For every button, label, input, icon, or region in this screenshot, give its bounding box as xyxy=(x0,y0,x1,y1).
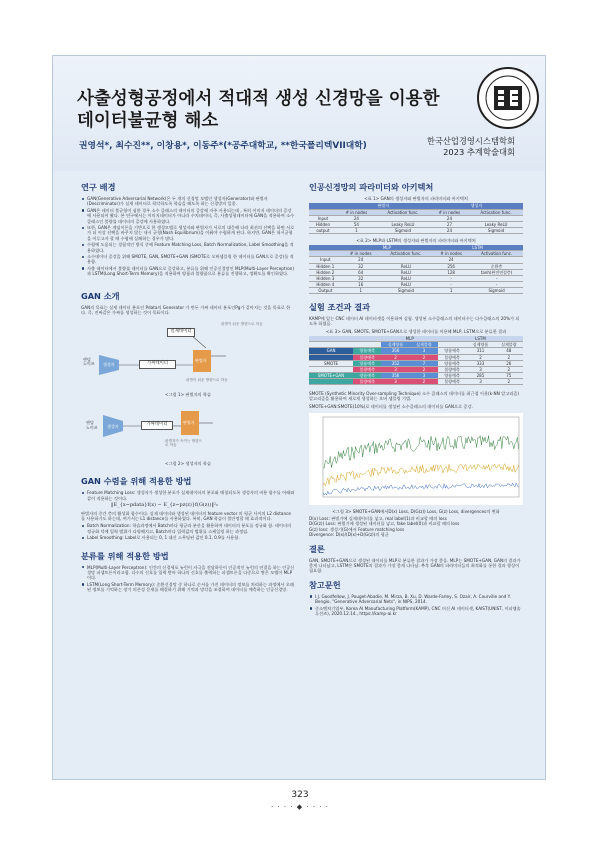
table-1-cell: 1 xyxy=(337,227,376,233)
classification-item: LSTM(Long Short-Term Memory): 순환신경망 중 하나로 순서를 가진 데이터의 정보를 처리하는 과정에서 오래된 정보를 기억하는 장기 의존성 문제를 해결하기 위해 기억과 망각을 조절하여 데이터를 예측하는 인공신경망. xyxy=(81,582,295,593)
fig2-noise-label: 랜덤 노이즈 xyxy=(86,419,98,430)
conference-event: 2023 추계학술대회 xyxy=(443,147,515,157)
table-2-cell: 1 xyxy=(432,287,470,293)
table-1-subhead: Activation func. xyxy=(469,209,523,215)
table-3-cell: 불량예측 xyxy=(353,354,381,360)
fig1-fake-data: 가짜데이터 xyxy=(139,360,176,369)
figure-3-notes xyxy=(309,516,523,538)
section-title-background: 연구 배경 xyxy=(81,182,116,192)
convergence-item: 판별자의 중간 층의 활성화 함수이다. 실제 데이터와 생성된 데이터의 feature vector 의 평균 사이의 L2 distance를 사용하기도 하는데, 여기서는 L1 distance를 사용하였다. 특히, GAN 학습이 불안정할 때 효과적이다. xyxy=(81,510,291,521)
table-3-cell: 양품예측 xyxy=(353,360,381,366)
table-1-subhead: Activation func. xyxy=(376,209,430,215)
title-line-1: 사출성형공정에서 적대적 생성 신경망을 이용한 xyxy=(77,89,440,109)
table-1-cell: 27 xyxy=(430,221,469,227)
table-3-cell: 2 xyxy=(410,354,438,360)
fig1-real-data: 실제데이터 xyxy=(167,328,195,337)
background-item: GAN은 데이터 불균형이 심한 경우 소수 클래스의 데이터의 증강에 자주 사용되는데 , 특히 이미지 데이터의 증강에 사용되어 왔다. 본 연구에서는 이미지데이터가 아니라 수치데이터, 즉, 사출성형데이터에 GAN을 적용하여 소수 클래스인 불량률 데이터의 증강에 사용하였다. xyxy=(81,208,295,224)
poster-title xyxy=(77,88,439,132)
table-3-subhead: 실제불량 xyxy=(410,342,438,348)
table-3-head: LSTM xyxy=(438,336,523,342)
author-list: 권영석*, 최수진**, 이창용*, 이동주*(*공주대학교, **한국폴리텍VII대학) xyxy=(79,141,367,151)
table-3-cell: GAN xyxy=(309,348,353,354)
smote-gan-text: SMOTE+GAN:SMOTE(10%)로 데이터를 생성된 소수클래스의 데이터를 GAN으로 증강. xyxy=(309,403,473,409)
table-3-cell: 2 xyxy=(466,354,494,360)
table-3-subhead: 실제양품 xyxy=(381,342,409,348)
background-item: 또한, GAN은 게임이론을 기반으로 한 생성모델로 생성자와 판별자가 서로의 대응해 다라 최선의 선택을 하면 서로가 더 이상 선택을 바꾸지 않는 내시 균형(Nash Equilibrium)을 이뤄야 수렴하게 된다. 하지만, GAN은 내시균형을 이루고자 할 때 수렴에 실패하는 경우가 많다. xyxy=(81,225,295,241)
table-3 xyxy=(309,336,523,385)
classification-item: MLP(Multi-Layer Perceptron): 인간의 신경세포 뉴런이 자극을 전달하듯이 인공적인 뉴런의 연결을 하는 인공신경망 퍼셉트론이라고함. 다수의 신호를 입력 받아 하나의 신호를 출력하는 퍼셉트론을 다중으로 쌓은 모델이 MLP 이다. xyxy=(81,565,295,581)
figure-3-note: Divergence: D(x)/(D(x)+D(G(z))의 평균 xyxy=(309,532,389,538)
table-2-cell: ReLU xyxy=(380,263,432,269)
figure-2-arrows xyxy=(81,403,295,459)
table-3-cell: 2 xyxy=(410,378,438,384)
table-2-cell: 1 xyxy=(342,287,380,293)
section-title-experiment: 실험 조건과 결과 xyxy=(309,302,371,313)
table-1-head: 판별자 xyxy=(337,203,430,209)
fig2-fake-data: 가짜데이터 xyxy=(141,421,173,430)
reference-item: 중소벤처기업부, Korea AI Manufacturing Platform(KAMP), CNC 머신 AI 데이터셋, KAIST(UNIST, 이피엠솔루션즈), 2020.12.14., https://kamp-ai.kr xyxy=(309,606,523,617)
table-3-cell: 3 xyxy=(466,366,494,372)
fig1-discriminator-label: 판별자 xyxy=(195,357,207,363)
section-title-gan-intro: GAN 소개 xyxy=(81,290,120,301)
table-2-cell: ReLU xyxy=(380,275,432,281)
conclusion-text: GAN, SMOTE+GAN으로 생성된 데이터를 MLP로 분류한 결과가 가장 좋음. MLP는 SMOTE+GAN, GAN의 결과가 좋게 나타났고, LSTM은 SMOTE의 결과가 가장 좋게 나타남. 추후 GAN의 파라미터들의 최적화를 통한 결과 향상이 필요함. xyxy=(309,557,521,574)
table-3-cell: 333 xyxy=(466,360,494,366)
table-2-cell: ReLU xyxy=(380,269,432,275)
table-1-row xyxy=(309,227,523,233)
table-2-head: LSTM xyxy=(432,245,523,251)
table-3-cell: 3 xyxy=(466,378,494,384)
convergence-item: Feature Matching Loss: 생성자가 생성한 분포가 실제데이터의 분포와 매칭되도록 생성자의 비용 함수를 아래와 같이 적용하는 것이다. xyxy=(81,490,295,501)
table-2-cell: Sigmoid xyxy=(470,287,523,293)
table-3-cell: 3 xyxy=(410,348,438,354)
background-list xyxy=(81,196,295,277)
table-3-cell: 불량예측 xyxy=(438,378,466,384)
fig1-top-note: 판별이 쉬운 방향으로 학습 xyxy=(221,321,263,326)
section-title-architecture: 인공신경망의 파라미터와 아키텍처 xyxy=(309,182,434,192)
table-1 xyxy=(309,203,523,233)
background-item: GAN(Generative Adversarial Network)은 두 개의 신경망 모델인 생성자(Generator)와 판별자(Descriminator)가 실제 데이터로 착각하도록 학습을 해도록 하는 신경망의 일종. xyxy=(81,196,295,207)
table-3-cell: 양품예측 xyxy=(353,348,381,354)
table-1-cell: Leaky ReLU xyxy=(376,221,430,227)
table-1-cell: 24 xyxy=(430,227,469,233)
table-2-subhead: # in nodes xyxy=(342,251,380,257)
poster xyxy=(52,55,546,780)
page-number: 323 xyxy=(291,790,309,800)
table-2-cell: - xyxy=(470,281,523,287)
figure-3-caption: <그림 3> SMOTE+GAN에서D(x) Loss, D(G(z)) Loss, G(z) Loss, divergences의 변화 xyxy=(332,508,500,514)
table-2-cell: Output xyxy=(309,287,342,293)
section-title-convergence: GAN 수렴을 위해 적용한 방법 xyxy=(81,476,192,487)
table-3-cell: 양품예측 xyxy=(438,372,466,378)
table-3-cell xyxy=(309,378,353,384)
table-2-cell: 24 xyxy=(342,257,380,263)
table-3-cell: 2 xyxy=(495,354,523,360)
experiment-text: KAMP에 있는 CNC 데이터 AI 데이터셋을 이용하여 실험. 생성된 소수클래스의 데이터수는 다수클래스의 20%가 되도록 하였음. xyxy=(309,316,520,327)
conference-society: 한국산업경영시스템학회 xyxy=(426,136,515,146)
table-3-cell: 양품예측 xyxy=(438,360,466,366)
table-3-cell: 352 xyxy=(381,360,409,366)
table-2-caption: <표 2> MLP와 LSTM의 생성자와 판별자의 파라미터와 아키텍처 xyxy=(356,237,476,243)
table-2-cell: 16 xyxy=(342,281,380,287)
table-2-cell: Input xyxy=(309,257,342,263)
table-1-cell: Sigmoid xyxy=(376,227,430,233)
table-2-head: MLP xyxy=(342,245,432,251)
table-1-cell: Leaky ReLU xyxy=(469,221,523,227)
smote-text: SMOTE (Synthetic Minority Over-sampling Technique) 소수 클래스의 데이터를 최근접 이웃(k-NN 알고리즘) 알고리즘을 활용하여 새로게 생성하는 오버 샘플링 기법. xyxy=(309,391,519,402)
table-2-cell: 32 xyxy=(342,275,380,281)
table-2 xyxy=(309,245,523,294)
table-2-cell: tanh(완전연결층) xyxy=(470,269,523,275)
left-column xyxy=(81,182,295,594)
fig2-note: 판별자가 속이는 방향으로 학습 xyxy=(165,438,202,448)
table-3-cell: 2 xyxy=(495,378,523,384)
table-1-cell: Hidden xyxy=(309,221,337,227)
conference-name xyxy=(427,136,515,158)
table-3-head: MLP xyxy=(381,336,438,342)
feature-matching-formula: ‖E_{x~pdata}f(x) − E_{z~pz(z)}f(G(z))‖²₂ xyxy=(111,502,218,509)
figure-2-generator-training xyxy=(81,403,295,459)
table-2-cell: 순환층 xyxy=(470,263,523,269)
table-2-cell: Hidden 1 xyxy=(309,263,342,269)
table-1-caption: <표 1> GAN의 생성자와 판별자의 파라미터와 아키텍처 xyxy=(364,196,468,201)
table-2-subhead: Activation func. xyxy=(380,251,432,257)
background-item: 소수데이터 증강을 위해 SMOTE, GAN, SMOTE+GAN (SMOTE로 오버샘플링 한 데이터를 GAN으로 증강)를 적용함. xyxy=(81,254,295,265)
table-2-cell: 24 xyxy=(432,257,470,263)
fig1-generator-label: 생성자 xyxy=(103,361,115,367)
table-3-cell: 356 xyxy=(381,348,409,354)
table-3-cell: 48 xyxy=(495,348,523,354)
table-3-cell: 불량예측 xyxy=(438,366,466,372)
table-1-cell: 24 xyxy=(430,215,469,221)
table-2-cell: 64 xyxy=(342,269,380,275)
table-2-cell: Sigmoid xyxy=(380,287,432,293)
poster-header xyxy=(53,56,545,171)
fig2-discriminator-label: 판별자 xyxy=(183,419,195,425)
table-3-subhead: 실제불량 xyxy=(495,342,523,348)
table-3-cell: 26 xyxy=(495,360,523,366)
table-3-cell: 불량예측 xyxy=(353,378,381,384)
table-3-cell: 3 xyxy=(381,378,409,384)
table-3-cell: 3 xyxy=(381,366,409,372)
table-3-cell: SMOTE xyxy=(309,360,353,366)
figure-3-note: D(G(z)) Loss: 판별기에 생성된 데이터를 넣고, fake label(0)과 비교할 때의 loss xyxy=(309,521,460,527)
gan-intro-text: GAN의 목표는 실제 데이터 분포인 Pdata의 Generator 가 만든 가짜 데이터 분포인Pg가 같아지는 것을 목표로 한다. 즉, 진짜같은 가짜를 생성하는 것이 목표이다. xyxy=(81,304,291,316)
table-1-cell: 54 xyxy=(337,221,376,227)
table-3-cell: SMOTE+GAN xyxy=(309,372,353,378)
table-1-cell: Input xyxy=(309,215,337,221)
table-3-cell: 356 xyxy=(381,372,409,378)
table-1-body xyxy=(309,215,523,233)
table-3-cell: 75 xyxy=(495,372,523,378)
figure-3-note: D(x) Loss: 판별기에 실제데이터를 넣고, real label(1)과 비교할 때의 loss xyxy=(309,516,447,522)
table-1-subhead: # in nodes xyxy=(337,209,376,215)
table-2-cell: ReLU xyxy=(380,281,432,287)
convergence-item: Batch Normalization: 학습과정에서 Batch마다 평균과 분산을 활용하여 데이터의 분포를 정규화 함. 데이터의 정규화 덕에 입력 범위가 다양해지고, Batch마다 입력값의 범위를 스케일링 하는 과정임. xyxy=(81,523,295,534)
table-1-subhead: # in nodes xyxy=(430,209,469,215)
background-item: 사출 데이터에서 불량률 데이터를 GAN으로 증강하고, 분류를 위해 인공신경망인 MLP(Multi-Layer Perceptron)과 LSTM(Long Short-Term Memory)을 적용하여 양품과 불량품으로 분류를 진행하고, 정확도를 확인하였다. xyxy=(81,266,295,277)
fig1-noise-label: 랜덤 노이즈 xyxy=(83,356,95,367)
table-2-cell: - xyxy=(432,281,470,287)
table-2-cell: Hidden 3 xyxy=(309,275,342,281)
table-2-body xyxy=(309,257,523,294)
figure-1-caption: <그림 1> 판별자의 학습 xyxy=(164,391,212,397)
table-1-cell: 24 xyxy=(337,215,376,221)
university-seal-logo xyxy=(476,66,540,130)
table-3-subhead: 실제양품 xyxy=(466,342,494,348)
section-title-classification: 분류를 위해 적용한 방법 xyxy=(81,550,169,561)
right-column xyxy=(309,182,523,618)
table-3-cell: 2 xyxy=(495,366,523,372)
figure-1-discriminator-training xyxy=(81,320,295,390)
table-3-cell: 311 xyxy=(466,348,494,354)
table-3-caption: <표 3> GAN, SMOTE, SMOTE+GAN으로 생성한 데이터를 이용해 MLP, LSTM으로 분류한 결과 xyxy=(325,328,507,334)
section-title-references: 참고문헌 xyxy=(309,579,341,590)
table-1-cell: Sigmoid xyxy=(469,227,523,233)
table-3-cell: 7 xyxy=(410,360,438,366)
table-2-cell: Hidden 2 xyxy=(309,269,342,275)
table-1-cell: output xyxy=(309,227,337,233)
fig1-bottom-note: 판별이 쉬운 방향으로 학습 xyxy=(186,377,228,382)
page-ornament: · · · · ◆ · · · · xyxy=(271,803,329,811)
table-3-cell: 2 xyxy=(381,354,409,360)
figure-3-note: G(z) loss: 생성기(G)에서 Feature matching loss xyxy=(309,526,405,532)
table-3-cell: 양품예측 xyxy=(353,372,381,378)
table-2-cell: - xyxy=(432,275,470,281)
table-3-cell: 3 xyxy=(410,372,438,378)
figure-2-caption: <그림 2> 생성자의 학습 xyxy=(164,460,212,466)
table-3-body xyxy=(309,348,523,385)
table-3-cell: 불량예측 xyxy=(438,354,466,360)
table-2-cell: 32 xyxy=(342,263,380,269)
reference-item: I.J. Goodfellow, J. Pouget-Abadie, M. Mirza, B. Xu, D. Warde-Farley, S. Ozair, A. Courville and Y. Bengio, "Generative Adversarial Nets", in NIPS, 2014. xyxy=(309,594,523,605)
table-3-row xyxy=(309,378,523,384)
table-2-cell: - xyxy=(470,275,523,281)
table-3-cell: 285 xyxy=(466,372,494,378)
table-1-head: 생성자 xyxy=(430,203,523,209)
table-2-row xyxy=(309,287,523,293)
fig2-generator-label: 생성자 xyxy=(107,423,119,429)
table-2-subhead: # in nodes xyxy=(432,251,470,257)
table-3-cell: 불량예측 xyxy=(353,366,381,372)
table-2-cell: 256 xyxy=(432,263,470,269)
table-2-cell: Hidden 4 xyxy=(309,281,342,287)
figure-3-loss-plot xyxy=(309,413,523,505)
section-title-conclusion: 결론 xyxy=(309,543,325,554)
convergence-item: Label Smoothing: Label로 사용되는 0, 1 대신 스무딩된 값인 0.1, 0.9를 사용함. xyxy=(81,535,295,540)
background-item: 수렴에 도움되는 경험적인 방식 중에 Feature Matching Loss, Batch Normalization, Label Smoothing을 적용하였다. xyxy=(81,242,295,253)
table-2-subhead: Activation func. xyxy=(470,251,523,257)
table-3-cell: 2 xyxy=(410,366,438,372)
table-2-cell: 128 xyxy=(432,269,470,275)
title-line-2: 데이터불균형 해소 xyxy=(77,111,219,131)
table-3-cell: 양품예측 xyxy=(438,348,466,354)
